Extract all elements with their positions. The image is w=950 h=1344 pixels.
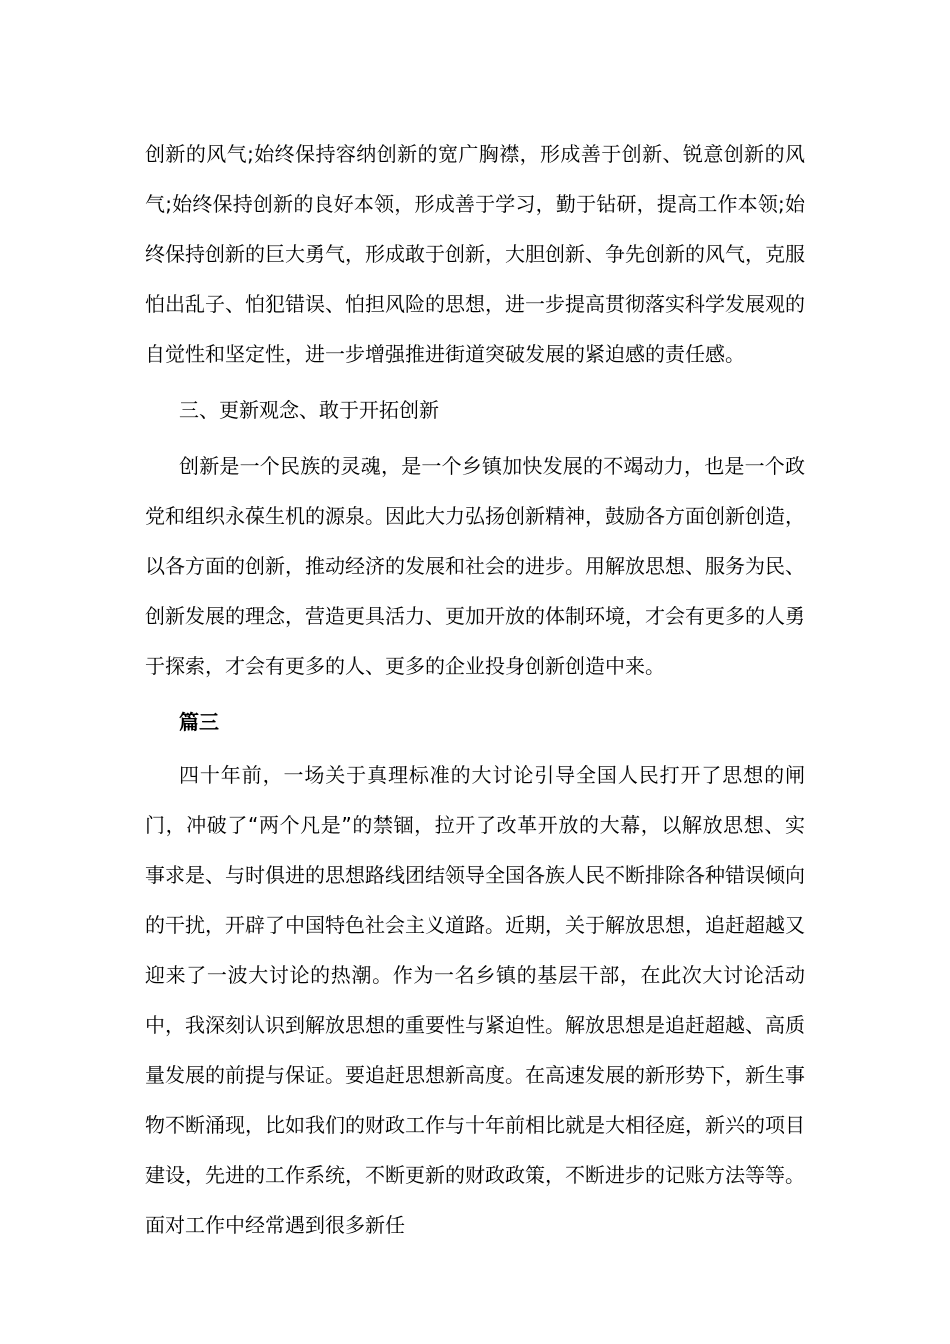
chapter-heading-part-three: 篇三: [179, 710, 219, 734]
paragraph-continuation: 创新的风气;始终保持容纳创新的宽广胸襟，形成善于创新、锐意创新的风气;始终保持创新的良好本领，形成善于学习，勤于钻研，提高工作本领;始终保持创新的巨大勇气，形成敢于创新，大胆创新、争先创新的风气，克服怕出乱子、怕犯错误、怕担风险的思想，进一步提高贯彻落实科学发展观的自觉性和坚定性，进一步增强推进街道突破发展的紧迫感的责任感。: [145, 142, 805, 366]
document-body: [145, 129, 805, 1250]
section-heading-three: 三、更新观念、敢于开拓创新: [179, 398, 439, 422]
paragraph-forty-years: 四十年前，一场关于真理标准的大讨论引导全国人民打开了思想的闸门，冲破了“两个凡是”的禁锢，拉开了改革开放的大幕，以解放思想、实事求是、与时俱进的思想路线团结领导全国各族人民不断排除各种错误倾向的干扰，开辟了中国特色社会主义道路。近期，关于解放思想，追赶超越又迎来了一波大讨论的热潮。作为一名乡镇的基层干部，在此次大讨论活动中，我深刻认识到解放思想的重要性与紧迫性。解放思想是追赶超越、高质量发展的前提与保证。要追赶思想新高度。在高速发展的新形势下，新生事物不断涌现，比如我们的财政工作与十年前相比就是大相径庭，新兴的项目建设，先进的工作系统，不断更新的财政政策，不断进步的记账方法等等。面对工作中经常遇到很多新任: [145, 763, 805, 1237]
paragraph-innovation: 创新是一个民族的灵魂，是一个乡镇加快发展的不竭动力，也是一个政党和组织永葆生机的源泉。因此大力弘扬创新精神，鼓励各方面创新创造，以各方面的创新，推动经济的发展和社会的进步。用解放思想、服务为民、创新发展的理念，营造更具活力、更加开放的体制环境，才会有更多的人勇于探索，才会有更多的人、更多的企业投身创新创造中来。: [145, 454, 805, 678]
